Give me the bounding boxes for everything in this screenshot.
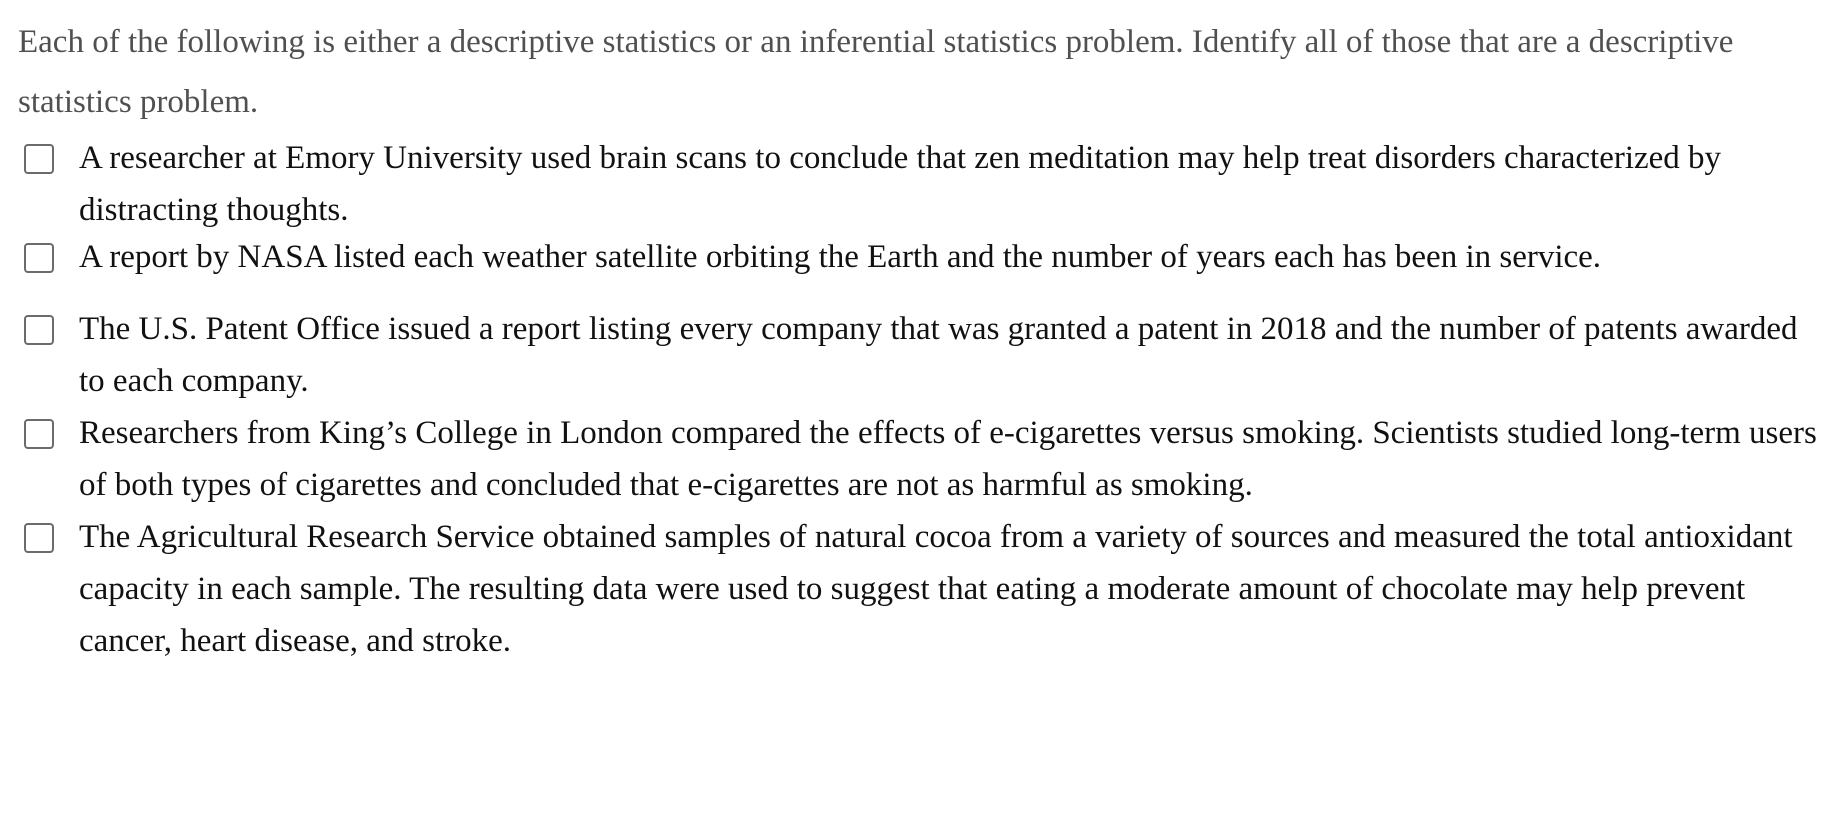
option-1-checkbox[interactable]	[24, 144, 54, 174]
option-3-label: The U.S. Patent Office issued a report listing every company that was granted a patent in 2018 and the number of patents awarded to each company.	[79, 311, 1798, 399]
option-3-checkbox[interactable]	[24, 315, 54, 345]
option-4[interactable]	[18, 407, 1818, 511]
option-1-label: A researcher at Emory University used brain scans to conclude that zen meditation may help treat disorders characterized by distracting thoughts.	[79, 140, 1722, 228]
option-5-label: The Agricultural Research Service obtained samples of natural cocoa from a variety of sources and measured the total antioxidant capacity in each sample. The resulting data were used to suggest that eating a moderate amount of chocolate may help prevent cancer, heart disease, and stroke.	[79, 519, 1793, 659]
option-4-label: Researchers from King’s College in London compared the effects of e-cigarettes versus smoking. Scientists studied long-term users of both types of cigarettes and concluded that e-cigarettes are not as harmful as smoking.	[79, 415, 1817, 503]
options-list	[18, 132, 1818, 667]
option-1[interactable]	[18, 132, 1818, 236]
question-container	[18, 12, 1818, 667]
option-2-label: A report by NASA listed each weather satellite orbiting the Earth and the number of years each has been in service.	[79, 239, 1602, 275]
option-4-checkbox[interactable]	[24, 419, 54, 449]
option-5-checkbox[interactable]	[24, 523, 54, 553]
question-prompt: Each of the following is either a descriptive statistics or an inferential statistics problem. Identify all of those that are a descriptive statistics problem.	[18, 24, 1734, 120]
option-2[interactable]	[18, 231, 1818, 283]
option-3[interactable]	[18, 303, 1818, 407]
option-2-checkbox[interactable]	[24, 243, 54, 273]
option-5[interactable]	[18, 511, 1818, 667]
